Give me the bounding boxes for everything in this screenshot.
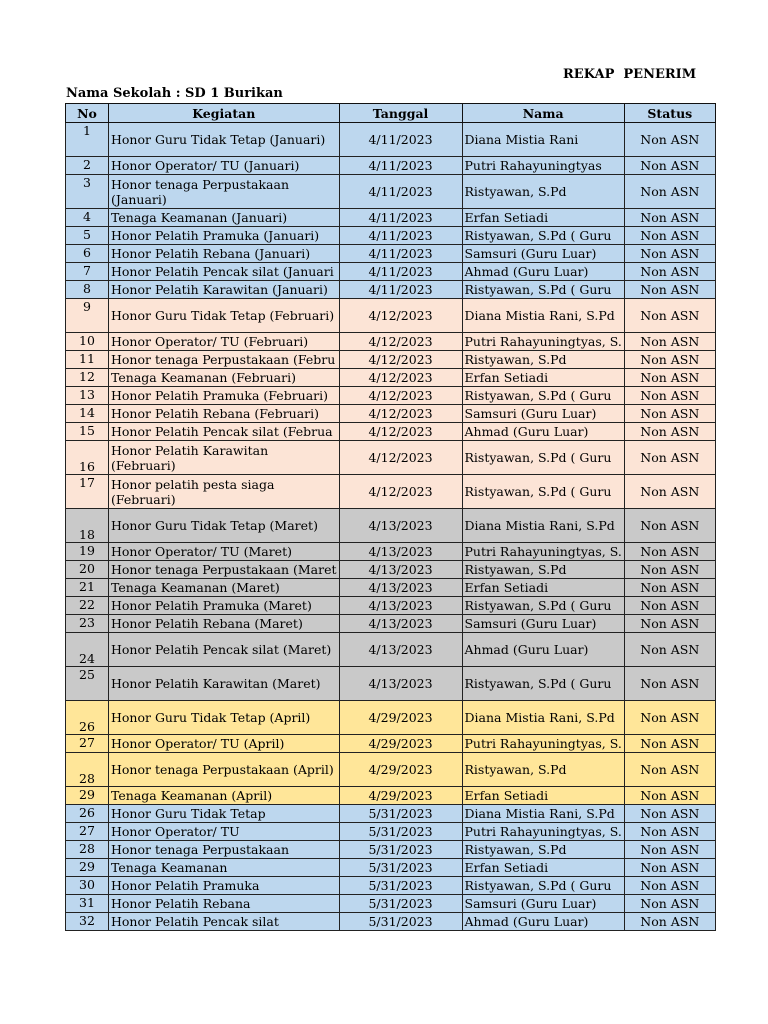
table-row [66, 281, 716, 299]
cell-tanggal: 4/13/2023 [339, 667, 462, 701]
cell-kegiatan: Tenaga Keamanan (Januari) [109, 209, 340, 227]
cell-status: Non ASN [624, 895, 715, 913]
table-row [66, 579, 716, 597]
table-row [66, 299, 716, 333]
cell-tanggal: 4/12/2023 [339, 423, 462, 441]
table-row [66, 753, 716, 787]
cell-nama: Putri Rahayuningtyas, S. [462, 823, 624, 841]
cell-nama: Erfan Setiadi [462, 369, 624, 387]
table-row [66, 333, 716, 351]
cell-nama: Diana Mistia Rani, S.Pd [462, 509, 624, 543]
cell-status: Non ASN [624, 615, 715, 633]
table-row [66, 175, 716, 209]
cell-kegiatan: Tenaga Keamanan [109, 859, 340, 877]
cell-kegiatan: Honor Pelatih Pencak silat [109, 913, 340, 931]
cell-no: 25 [66, 667, 109, 701]
header-nama: Nama [462, 104, 624, 123]
cell-tanggal: 4/11/2023 [339, 175, 462, 209]
table-row [66, 615, 716, 633]
cell-kegiatan: Honor Pelatih Pencak silat (Februa [109, 423, 340, 441]
table-row [66, 387, 716, 405]
cell-status: Non ASN [624, 333, 715, 351]
cell-nama: Ristyawan, S.Pd ( Guru [462, 441, 624, 475]
cell-nama: Ristyawan, S.Pd ( Guru [462, 475, 624, 509]
school-name-label: Nama Sekolah : SD 1 Burikan [66, 86, 283, 101]
cell-nama: Samsuri (Guru Luar) [462, 405, 624, 423]
cell-status: Non ASN [624, 423, 715, 441]
cell-kegiatan: Honor tenaga Perpustakaan [109, 841, 340, 859]
cell-tanggal: 4/12/2023 [339, 299, 462, 333]
cell-nama: Erfan Setiadi [462, 579, 624, 597]
table-row [66, 841, 716, 859]
cell-tanggal: 4/11/2023 [339, 123, 462, 157]
cell-tanggal: 4/11/2023 [339, 263, 462, 281]
table-header-row [66, 104, 716, 123]
cell-tanggal: 4/12/2023 [339, 387, 462, 405]
cell-no: 28 [66, 753, 109, 787]
cell-tanggal: 4/29/2023 [339, 735, 462, 753]
cell-no: 7 [66, 263, 109, 281]
cell-nama: Ristyawan, S.Pd [462, 561, 624, 579]
cell-tanggal: 4/13/2023 [339, 633, 462, 667]
table-row [66, 633, 716, 667]
cell-nama: Ahmad (Guru Luar) [462, 633, 624, 667]
cell-nama: Ristyawan, S.Pd [462, 753, 624, 787]
cell-nama: Ristyawan, S.Pd ( Guru [462, 387, 624, 405]
cell-no: 2 [66, 157, 109, 175]
cell-kegiatan: Honor Operator/ TU (Maret) [109, 543, 340, 561]
cell-kegiatan: Honor tenaga Perpustakaan (Maret [109, 561, 340, 579]
cell-no: 11 [66, 351, 109, 369]
cell-kegiatan: Tenaga Keamanan (April) [109, 787, 340, 805]
table-row [66, 701, 716, 735]
cell-kegiatan: Honor pelatih pesta siaga (Februari) [109, 475, 340, 509]
cell-no: 9 [66, 299, 109, 333]
cell-kegiatan: Honor Guru Tidak Tetap (April) [109, 701, 340, 735]
table-row [66, 823, 716, 841]
cell-kegiatan: Honor tenaga Perpustakaan (April) [109, 753, 340, 787]
cell-no: 26 [66, 805, 109, 823]
cell-status: Non ASN [624, 667, 715, 701]
cell-tanggal: 4/13/2023 [339, 509, 462, 543]
cell-kegiatan: Honor Guru Tidak Tetap (Januari) [109, 123, 340, 157]
table-row [66, 509, 716, 543]
cell-nama: Putri Rahayuningtyas, S. [462, 735, 624, 753]
cell-status: Non ASN [624, 175, 715, 209]
cell-no: 14 [66, 405, 109, 423]
cell-kegiatan: Honor Pelatih Pramuka (Maret) [109, 597, 340, 615]
cell-tanggal: 4/13/2023 [339, 543, 462, 561]
cell-status: Non ASN [624, 579, 715, 597]
cell-status: Non ASN [624, 387, 715, 405]
cell-status: Non ASN [624, 633, 715, 667]
cell-status: Non ASN [624, 351, 715, 369]
cell-kegiatan: Honor Pelatih Pramuka [109, 877, 340, 895]
cell-no: 17 [66, 475, 109, 509]
table-row [66, 405, 716, 423]
header-no: No [66, 104, 109, 123]
cell-status: Non ASN [624, 841, 715, 859]
cell-no: 3 [66, 175, 109, 209]
cell-kegiatan: Honor Pelatih Rebana (Maret) [109, 615, 340, 633]
table-row [66, 805, 716, 823]
cell-nama: Diana Mistia Rani [462, 123, 624, 157]
table-row [66, 913, 716, 931]
cell-no: 18 [66, 509, 109, 543]
cell-nama: Putri Rahayuningtyas [462, 157, 624, 175]
cell-no: 29 [66, 787, 109, 805]
cell-kegiatan: Honor Pelatih Pencak silat (Januari [109, 263, 340, 281]
table-row [66, 667, 716, 701]
cell-nama: Ristyawan, S.Pd ( Guru [462, 227, 624, 245]
cell-tanggal: 4/29/2023 [339, 701, 462, 735]
table-row [66, 351, 716, 369]
table-row [66, 423, 716, 441]
cell-status: Non ASN [624, 263, 715, 281]
cell-status: Non ASN [624, 509, 715, 543]
cell-tanggal: 5/31/2023 [339, 859, 462, 877]
cell-tanggal: 4/12/2023 [339, 405, 462, 423]
table-row [66, 597, 716, 615]
cell-nama: Ristyawan, S.Pd ( Guru [462, 597, 624, 615]
cell-status: Non ASN [624, 753, 715, 787]
cell-kegiatan: Tenaga Keamanan (Maret) [109, 579, 340, 597]
cell-status: Non ASN [624, 823, 715, 841]
cell-tanggal: 4/12/2023 [339, 351, 462, 369]
cell-no: 8 [66, 281, 109, 299]
cell-kegiatan: Honor Pelatih Pramuka (Januari) [109, 227, 340, 245]
cell-tanggal: 4/12/2023 [339, 475, 462, 509]
cell-kegiatan: Honor Operator/ TU (Februari) [109, 333, 340, 351]
cell-kegiatan: Honor tenaga Perpustakaan (Januari) [109, 175, 340, 209]
cell-no: 24 [66, 633, 109, 667]
cell-status: Non ASN [624, 805, 715, 823]
cell-kegiatan: Honor Pelatih Karawitan (Januari) [109, 281, 340, 299]
cell-kegiatan: Honor Guru Tidak Tetap (Februari) [109, 299, 340, 333]
cell-no: 12 [66, 369, 109, 387]
table-row [66, 895, 716, 913]
cell-kegiatan: Tenaga Keamanan (Februari) [109, 369, 340, 387]
cell-status: Non ASN [624, 859, 715, 877]
header-kegiatan: Kegiatan [109, 104, 340, 123]
cell-nama: Samsuri (Guru Luar) [462, 245, 624, 263]
cell-status: Non ASN [624, 227, 715, 245]
cell-no: 27 [66, 735, 109, 753]
cell-kegiatan: Honor Pelatih Karawitan (Maret) [109, 667, 340, 701]
cell-kegiatan: Honor Operator/ TU (Januari) [109, 157, 340, 175]
cell-nama: Ristyawan, S.Pd [462, 841, 624, 859]
cell-nama: Diana Mistia Rani, S.Pd [462, 805, 624, 823]
cell-nama: Ristyawan, S.Pd [462, 175, 624, 209]
header-status: Status [624, 104, 715, 123]
cell-tanggal: 4/12/2023 [339, 333, 462, 351]
cell-no: 23 [66, 615, 109, 633]
cell-no: 31 [66, 895, 109, 913]
table-row [66, 157, 716, 175]
cell-no: 5 [66, 227, 109, 245]
cell-no: 30 [66, 877, 109, 895]
cell-kegiatan: Honor Pelatih Pencak silat (Maret) [109, 633, 340, 667]
table-row [66, 561, 716, 579]
table-row [66, 227, 716, 245]
table-row [66, 123, 716, 157]
cell-status: Non ASN [624, 787, 715, 805]
cell-tanggal: 4/12/2023 [339, 369, 462, 387]
cell-tanggal: 5/31/2023 [339, 823, 462, 841]
cell-status: Non ASN [624, 441, 715, 475]
cell-no: 13 [66, 387, 109, 405]
cell-status: Non ASN [624, 735, 715, 753]
cell-kegiatan: Honor Pelatih Karawitan (Februari) [109, 441, 340, 475]
table-row [66, 441, 716, 475]
cell-nama: Ahmad (Guru Luar) [462, 913, 624, 931]
cell-nama: Putri Rahayuningtyas, S. [462, 543, 624, 561]
table-row [66, 263, 716, 281]
cell-tanggal: 4/13/2023 [339, 615, 462, 633]
cell-status: Non ASN [624, 597, 715, 615]
report-title: REKAP PENERIM [563, 67, 697, 82]
cell-nama: Erfan Setiadi [462, 787, 624, 805]
cell-nama: Ristyawan, S.Pd ( Guru [462, 877, 624, 895]
cell-tanggal: 5/31/2023 [339, 913, 462, 931]
cell-status: Non ASN [624, 405, 715, 423]
cell-nama: Diana Mistia Rani, S.Pd [462, 701, 624, 735]
cell-tanggal: 4/13/2023 [339, 597, 462, 615]
cell-tanggal: 5/31/2023 [339, 805, 462, 823]
cell-no: 28 [66, 841, 109, 859]
cell-no: 4 [66, 209, 109, 227]
cell-no: 22 [66, 597, 109, 615]
cell-nama: Diana Mistia Rani, S.Pd [462, 299, 624, 333]
cell-kegiatan: Honor Operator/ TU (April) [109, 735, 340, 753]
cell-status: Non ASN [624, 877, 715, 895]
table-row [66, 369, 716, 387]
cell-no: 1 [66, 123, 109, 157]
cell-status: Non ASN [624, 123, 715, 157]
cell-no: 27 [66, 823, 109, 841]
cell-no: 21 [66, 579, 109, 597]
cell-kegiatan: Honor Guru Tidak Tetap (Maret) [109, 509, 340, 543]
cell-status: Non ASN [624, 369, 715, 387]
cell-nama: Erfan Setiadi [462, 859, 624, 877]
cell-tanggal: 4/11/2023 [339, 245, 462, 263]
table-row [66, 543, 716, 561]
cell-nama: Ristyawan, S.Pd ( Guru [462, 281, 624, 299]
cell-tanggal: 4/11/2023 [339, 281, 462, 299]
cell-kegiatan: Honor Pelatih Rebana [109, 895, 340, 913]
cell-nama: Ahmad (Guru Luar) [462, 423, 624, 441]
table-row [66, 787, 716, 805]
cell-tanggal: 5/31/2023 [339, 877, 462, 895]
cell-tanggal: 4/11/2023 [339, 209, 462, 227]
cell-tanggal: 4/11/2023 [339, 227, 462, 245]
cell-kegiatan: Honor Pelatih Rebana (Februari) [109, 405, 340, 423]
cell-kegiatan: Honor Operator/ TU [109, 823, 340, 841]
table-row [66, 209, 716, 227]
cell-status: Non ASN [624, 299, 715, 333]
cell-tanggal: 4/29/2023 [339, 753, 462, 787]
cell-no: 26 [66, 701, 109, 735]
cell-status: Non ASN [624, 245, 715, 263]
cell-nama: Samsuri (Guru Luar) [462, 895, 624, 913]
cell-tanggal: 5/31/2023 [339, 895, 462, 913]
cell-kegiatan: Honor Pelatih Rebana (Januari) [109, 245, 340, 263]
cell-no: 16 [66, 441, 109, 475]
cell-status: Non ASN [624, 157, 715, 175]
cell-no: 6 [66, 245, 109, 263]
table-row [66, 735, 716, 753]
cell-status: Non ASN [624, 475, 715, 509]
cell-no: 15 [66, 423, 109, 441]
table-row [66, 859, 716, 877]
recap-table [65, 103, 716, 931]
cell-tanggal: 4/13/2023 [339, 561, 462, 579]
header-tanggal: Tanggal [339, 104, 462, 123]
table-body [66, 123, 716, 931]
cell-tanggal: 5/31/2023 [339, 841, 462, 859]
cell-kegiatan: Honor tenaga Perpustakaan (Febru [109, 351, 340, 369]
cell-status: Non ASN [624, 281, 715, 299]
cell-status: Non ASN [624, 561, 715, 579]
cell-status: Non ASN [624, 209, 715, 227]
cell-nama: Ristyawan, S.Pd [462, 351, 624, 369]
cell-tanggal: 4/13/2023 [339, 579, 462, 597]
cell-nama: Ristyawan, S.Pd ( Guru [462, 667, 624, 701]
cell-nama: Putri Rahayuningtyas, S. [462, 333, 624, 351]
cell-status: Non ASN [624, 543, 715, 561]
cell-no: 29 [66, 859, 109, 877]
cell-status: Non ASN [624, 913, 715, 931]
table-row [66, 877, 716, 895]
cell-no: 19 [66, 543, 109, 561]
cell-status: Non ASN [624, 701, 715, 735]
table-row [66, 475, 716, 509]
cell-tanggal: 4/11/2023 [339, 157, 462, 175]
cell-no: 32 [66, 913, 109, 931]
cell-nama: Ahmad (Guru Luar) [462, 263, 624, 281]
cell-nama: Samsuri (Guru Luar) [462, 615, 624, 633]
cell-no: 10 [66, 333, 109, 351]
cell-tanggal: 4/29/2023 [339, 787, 462, 805]
table-row [66, 245, 716, 263]
cell-no: 20 [66, 561, 109, 579]
cell-nama: Erfan Setiadi [462, 209, 624, 227]
cell-tanggal: 4/12/2023 [339, 441, 462, 475]
cell-kegiatan: Honor Pelatih Pramuka (Februari) [109, 387, 340, 405]
cell-kegiatan: Honor Guru Tidak Tetap [109, 805, 340, 823]
